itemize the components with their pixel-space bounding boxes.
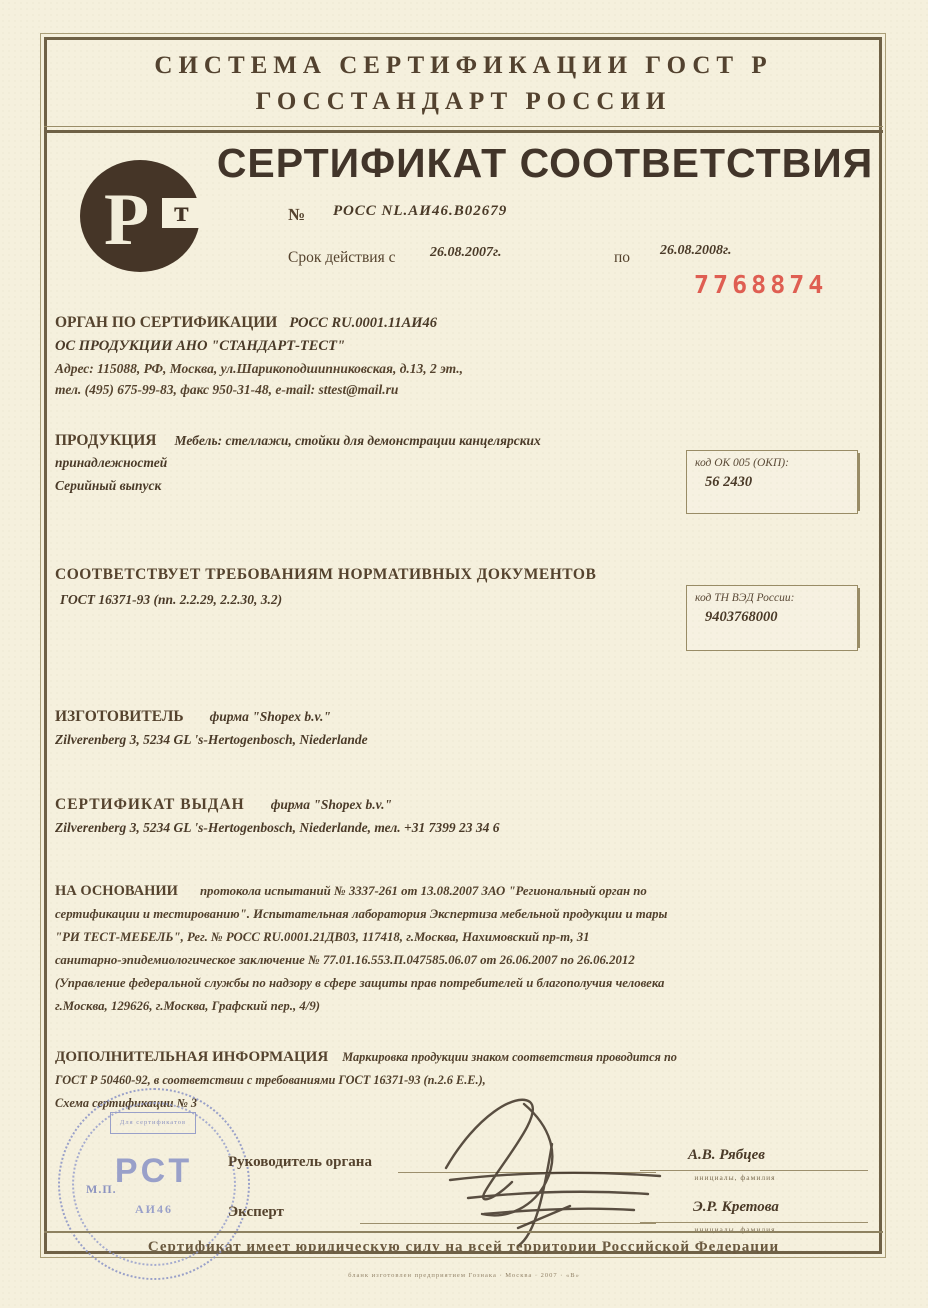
stamp-mp-text: М.П. [86, 1182, 117, 1196]
certification-body-section [55, 314, 675, 398]
svg-text:т: т [174, 195, 189, 228]
certification-body-reg-number: РОСС RU.0001.11АИ46 [289, 315, 438, 331]
blank-serial-number: 7768874 [694, 270, 828, 299]
manufacturer-label: ИЗГОТОВИТЕЛЬ [55, 708, 184, 725]
product-line3: Серийный выпуск [55, 478, 162, 493]
validity-label: Срок действия с [288, 249, 396, 266]
conformity-section [55, 566, 695, 608]
page-title: СЕРТИФИКАТ СООТВЕТСТВИЯ [216, 140, 874, 186]
stamp-rst-mark: РСТ [114, 1152, 194, 1190]
okp-code-value: 56 2430 [705, 474, 753, 490]
manufacturer-name: фирма "Shopex b.v." [209, 709, 331, 724]
product-line1: Мебель: стеллажи, стойки для демонстрации канцелярских [174, 433, 541, 448]
product-section [55, 432, 675, 494]
basis-line-1: протокола испытаний № 3337-261 от 13.08.2007 ЗАО "Региональный орган по [199, 884, 647, 898]
additional-info-line2: ГОСТ Р 50460-92, в соответствии с требованиями ГОСТ 16371-93 (п.2.6 Е.Е.), [55, 1073, 486, 1087]
tnved-code-label: код ТН ВЭД России: [695, 592, 795, 604]
certification-body-address: Адрес: 115088, РФ, Москва, ул.Шарикоподшипниковская, д.13, 2 эт., [55, 361, 464, 376]
issued-to-address: Zilverenberg 3, 5234 GL 's-Hertogenbosch, Niederlande, тел. +31 7399 23 34 6 [55, 820, 500, 835]
svg-text:Р: Р [104, 179, 150, 261]
issued-to-name: фирма "Shopex b.v." [270, 797, 392, 812]
expert-name-caption: инициалы, фамилия [694, 1225, 776, 1234]
manufacturer-address: Zilverenberg 3, 5234 GL 's-Hertogenbosch, Niederlande [55, 732, 368, 747]
okp-code-label: код ОК 005 (ОКП): [695, 457, 789, 469]
leader-title-label: Руководитель органа [228, 1154, 372, 1170]
cert-number-value: РОСС NL.АИ46.В02679 [333, 203, 508, 219]
header-divider [44, 126, 883, 133]
rst-conformity-mark-logo [78, 158, 212, 274]
basis-section [55, 880, 855, 1018]
stamp-top-text: Для сертификатов [110, 1112, 196, 1134]
basis-line-4: санитарно-эпидемиологическое заключение № 77.01.16.553.П.047585.06.07 от 26.06.2007 по 26.06.2012 [55, 953, 635, 967]
valid-to-date: 26.08.2008г. [660, 243, 732, 258]
basis-line-6: г.Москва, 129626, г.Москва, Графский пер., 4/9) [55, 999, 321, 1013]
okp-code-box [686, 450, 858, 514]
issued-to-label: СЕРТИФИКАТ ВЫДАН [55, 796, 245, 813]
basis-line-3: "РИ ТЕСТ-МЕБЕЛЬ", Рег. № РОСС RU.0001.21ДВ03, 117418, г.Москва, Нахимовский пр-т, 31 [55, 930, 590, 944]
valid-to-label: по [614, 249, 631, 266]
basis-line-2: сертификации и тестированию". Испытательная лаборатория Экспертиза мебельной продукции и тары [55, 907, 668, 921]
additional-info-line1: Маркировка продукции знаком соответствия проводится по [342, 1050, 677, 1064]
additional-info-line3: Схема сертификации № 3 [55, 1096, 198, 1110]
conformity-standard: ГОСТ 16371-93 (пп. 2.2.29, 2.2.30, 3.2) [60, 592, 283, 607]
certification-body-name: ОС ПРОДУКЦИИ АНО "СТАНДАРТ-ТЕСТ" [55, 338, 345, 354]
system-title-line2: ГОССТАНДАРТ РОССИИ [255, 88, 672, 115]
issued-to-section [55, 796, 755, 836]
conformity-label: СООТВЕТСТВУЕТ ТРЕБОВАНИЯМ НОРМАТИВНЫХ ДОКУМЕНТОВ [55, 566, 597, 583]
tnved-code-box [686, 585, 858, 651]
valid-from-date: 26.08.2007г. [430, 245, 502, 260]
product-label: ПРОДУКЦИЯ [55, 432, 157, 449]
legal-force-statement: Сертификат имеет юридическую силу на всей территории Российской Федерации [44, 1231, 883, 1256]
expert-title-label: Эксперт [228, 1204, 284, 1220]
certification-body-contacts: тел. (495) 675-99-83, факс 950-31-48, e-mail: sttest@mail.ru [55, 382, 399, 397]
stamp-org-code: АИ46 [135, 1202, 173, 1216]
cert-number-label: № [288, 205, 306, 224]
basis-line-5: (Управление федеральной службы по надзору в сфере защиты прав потребителей и благополучия человека [55, 976, 665, 990]
tnved-code-value: 9403768000 [705, 609, 778, 625]
manufacturer-section [55, 708, 695, 748]
expert-name: Э.Р. Кретова [693, 1199, 779, 1215]
certification-body-label: ОРГАН ПО СЕРТИФИКАЦИИ [55, 314, 278, 331]
basis-label: НА ОСНОВАНИИ [55, 883, 178, 899]
printer-fine-print: бланк изготовлен предприятием Гознака · Москва · 2007 · «В» [348, 1272, 580, 1279]
leader-name: А.В. Рябцев [688, 1147, 765, 1163]
handwritten-signature [420, 1088, 680, 1248]
leader-name-caption: инициалы, фамилия [694, 1173, 776, 1182]
additional-info-label: ДОПОЛНИТЕЛЬНАЯ ИНФОРМАЦИЯ [55, 1049, 329, 1065]
product-line2: принадлежностей [55, 455, 168, 470]
system-title-line1: СИСТЕМА СЕРТИФИКАЦИИ ГОСТ Р [154, 52, 773, 79]
